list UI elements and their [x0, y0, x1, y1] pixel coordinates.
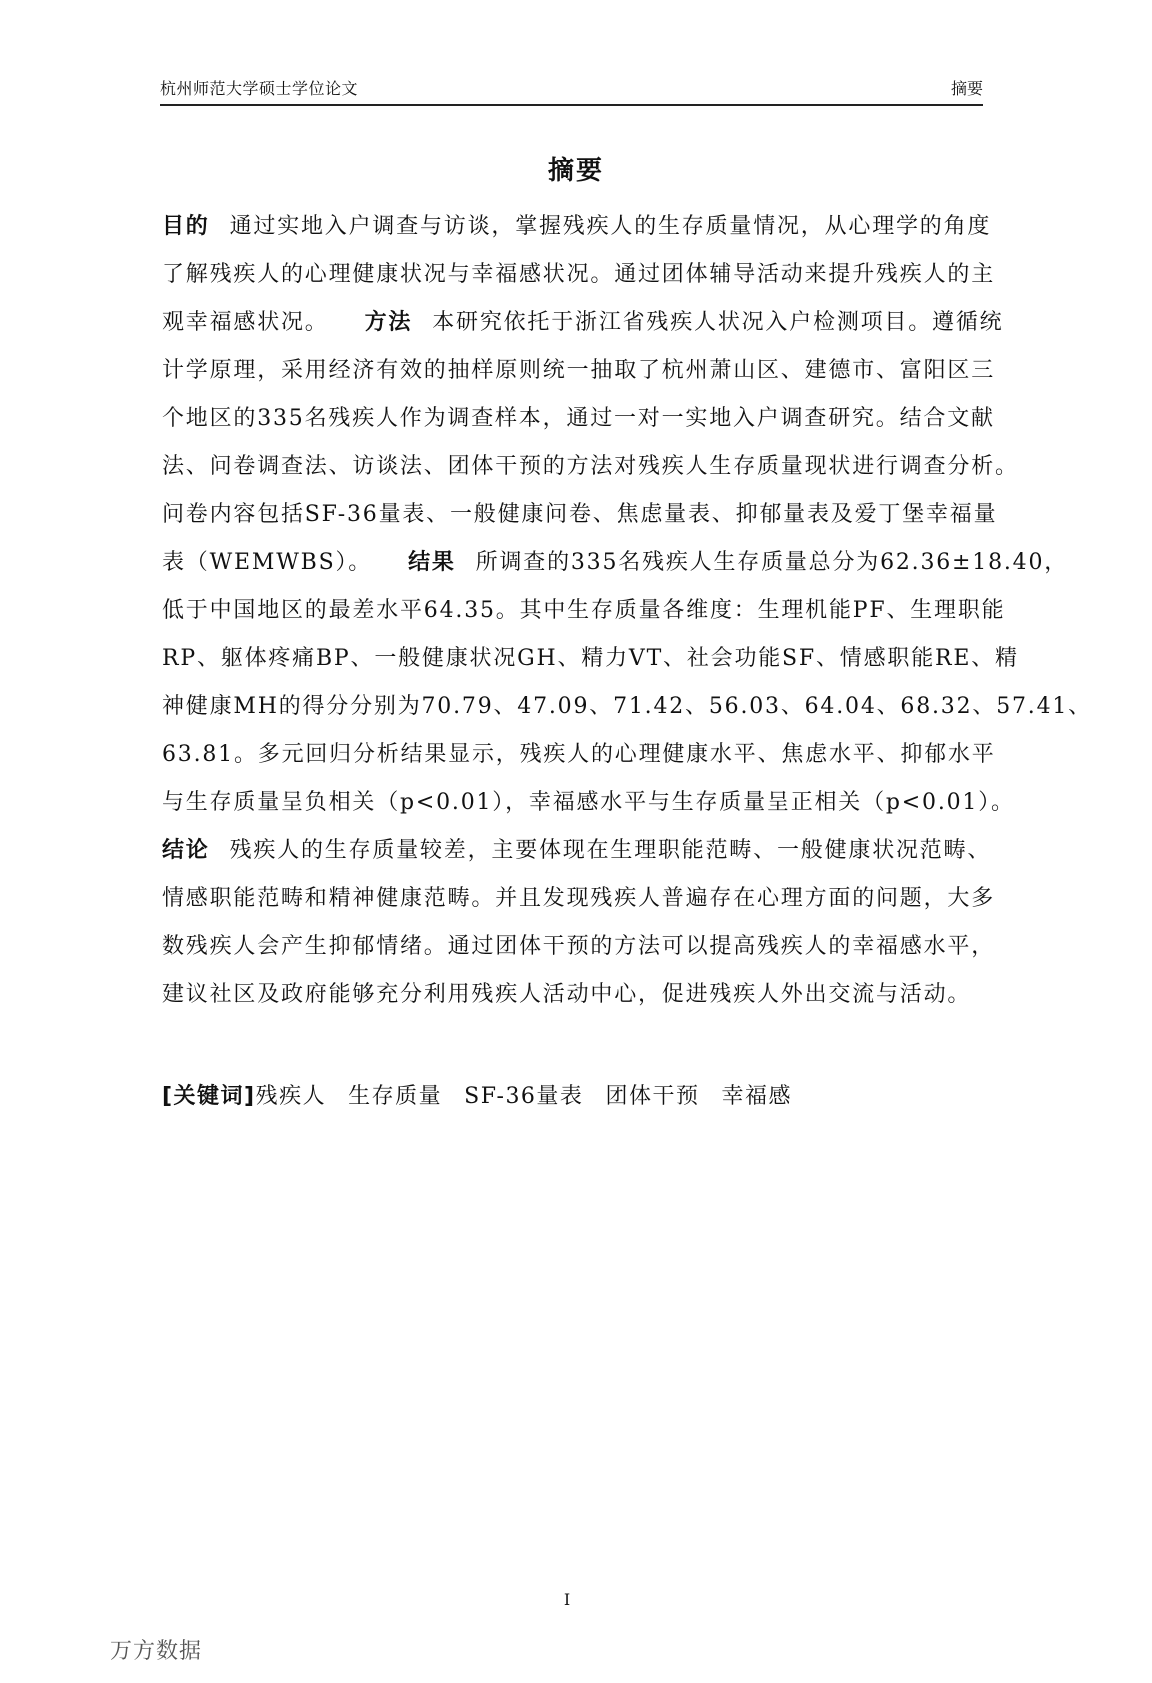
header-thesis-title: 杭州师范大学硕士学位论文	[160, 79, 359, 98]
abstract-text: 了解残疾人的心理健康状况与幸福感状况。通过团体辅导活动来提升残疾人的主	[162, 262, 996, 287]
section-label-purpose: 目的	[162, 214, 210, 239]
keyword: 幸福感	[721, 1084, 792, 1109]
page-title: 摘要	[547, 156, 604, 186]
abstract-text: 情感职能范畴和精神健康范畴。并且发现残疾人普遍存在心理方面的问题，大多	[162, 886, 996, 911]
abstract-text: 神健康MH的得分分别为70.79、47.09、71.42、56.03、64.04、68.32、57.41、	[162, 694, 1092, 719]
keyword: 残疾人	[255, 1084, 327, 1109]
keyword: 团体干预	[605, 1084, 700, 1109]
watermark: 万方数据	[110, 1639, 203, 1664]
running-header	[160, 76, 983, 106]
section-label-conclusion: 结论	[162, 838, 210, 863]
abstract-line	[162, 539, 1069, 587]
abstract-line	[162, 587, 1006, 635]
abstract-body	[162, 203, 1092, 1019]
abstract-text: 法、问卷调查法、访谈法、团体干预的方法对残疾人生存质量现状进行调查分析。	[162, 454, 1019, 479]
page-number: I	[563, 1590, 571, 1609]
abstract-line	[162, 971, 982, 1019]
abstract-line	[162, 395, 995, 443]
abstract-text: 建议社区及政府能够充分利用残疾人活动中心，促进残疾人外出交流与活动。	[162, 982, 972, 1007]
abstract-text: 63.81。多元回归分析结果显示，残疾人的心理健康水平、焦虑水平、抑郁水平	[162, 742, 996, 767]
header-section-name: 摘要	[950, 79, 983, 98]
keyword: 生存质量	[348, 1084, 443, 1109]
abstract-line	[162, 347, 996, 395]
abstract-line	[162, 875, 996, 923]
abstract-text: 本研究依托于浙江省残疾人状况入户检测项目。遵循统	[432, 310, 1004, 335]
section-label-method: 方法	[364, 310, 413, 335]
abstract-text: 问卷内容包括SF-36量表、一般健康问卷、焦虑量表、抑郁量表及爱丁堡幸福量	[162, 502, 998, 527]
section-label-results: 结果	[408, 550, 456, 575]
keywords-label: [关键词]	[162, 1084, 256, 1109]
abstract-line	[162, 443, 1019, 491]
abstract-line	[162, 203, 992, 251]
abstract-line	[162, 683, 1092, 731]
abstract-text: 低于中国地区的最差水平64.35。其中生存质量各维度：生理机能PF、生理职能	[162, 598, 1006, 623]
abstract-text: 与生存质量呈负相关（p<0.01），幸福感水平与生存质量呈正相关（p<0.01）。	[162, 790, 1015, 815]
abstract-text: 数残疾人会产生抑郁情绪。通过团体干预的方法可以提高残疾人的幸福感水平，	[162, 934, 996, 959]
abstract-line	[162, 827, 992, 875]
abstract-text: 计学原理，采用经济有效的抽样原则统一抽取了杭州萧山区、建德市、富阳区三	[162, 358, 996, 383]
abstract-line	[162, 779, 1015, 827]
abstract-line	[162, 251, 996, 299]
abstract-line	[162, 731, 996, 779]
abstract-line	[162, 299, 1004, 347]
abstract-text: 个地区的335名残疾人作为调查样本，通过一对一实地入户调查研究。结合文献	[162, 406, 995, 431]
abstract-text: 所调查的335名残疾人生存质量总分为62.36±18.40，	[475, 550, 1069, 575]
abstract-line	[162, 923, 996, 971]
abstract-line	[162, 635, 1019, 683]
abstract-text: 表（WEMWBS）。	[162, 550, 373, 575]
abstract-text: 残疾人的生存质量较差，主要体现在生理职能范畴、一般健康状况范畴、	[229, 838, 992, 863]
abstract-text: RP、躯体疼痛BP、一般健康状况GH、精力VT、社会功能SF、情感职能RE、精	[162, 646, 1019, 671]
keyword: SF-36量表	[464, 1084, 584, 1109]
keywords-line	[162, 1077, 982, 1117]
abstract-text: 通过实地入户调查与访谈，掌握残疾人的生存质量情况，从心理学的角度	[229, 214, 992, 239]
abstract-line	[162, 491, 998, 539]
abstract-text: 观幸福感状况。	[162, 310, 329, 335]
